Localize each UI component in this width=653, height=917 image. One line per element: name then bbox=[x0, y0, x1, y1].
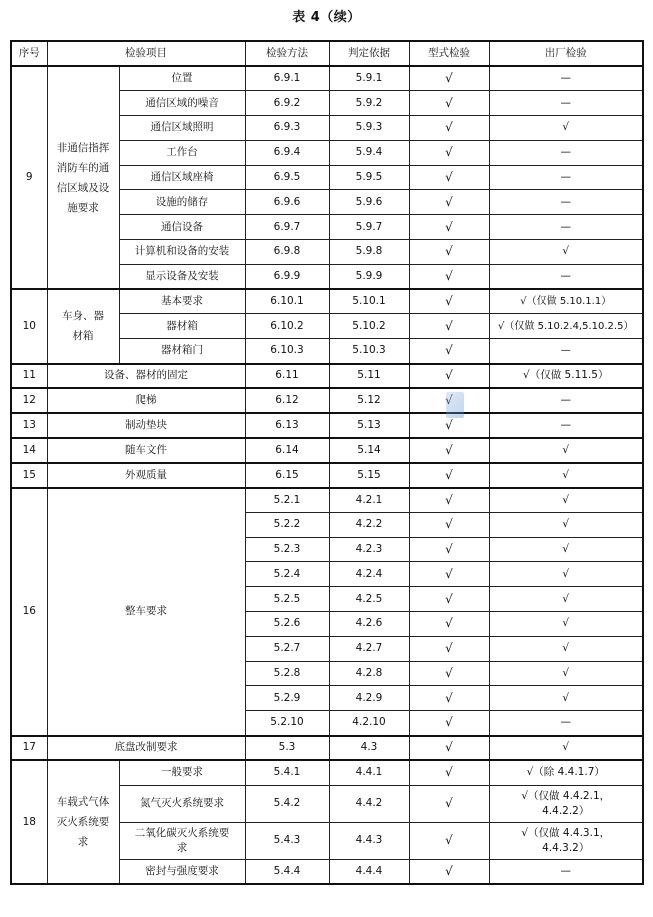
method-cell: 5.4.4 bbox=[245, 859, 329, 884]
type-test-cell: √ bbox=[409, 537, 489, 562]
method-cell: 6.9.5 bbox=[245, 165, 329, 190]
basis-cell: 4.2.6 bbox=[329, 612, 409, 637]
basis-cell: 5.13 bbox=[329, 413, 409, 438]
factory-test-cell: √（仅做 4.4.2.1，4.4.2.2） bbox=[489, 785, 643, 822]
sub-item-label: 通信区域的噪音 bbox=[119, 91, 245, 116]
type-test-cell: √ bbox=[409, 612, 489, 637]
row-number: 14 bbox=[11, 438, 47, 463]
basis-cell: 4.4.2 bbox=[329, 785, 409, 822]
method-cell: 5.2.6 bbox=[245, 612, 329, 637]
type-test-cell: √ bbox=[409, 822, 489, 859]
basis-cell: 5.11 bbox=[329, 364, 409, 389]
sub-item-label: 通信区域照明 bbox=[119, 116, 245, 141]
factory-test-cell: — bbox=[489, 264, 643, 289]
header-cell-type-test: 型式检验 bbox=[409, 41, 489, 66]
factory-test-cell: √ bbox=[489, 612, 643, 637]
type-test-cell: √ bbox=[409, 636, 489, 661]
method-cell: 5.2.2 bbox=[245, 512, 329, 537]
method-cell: 6.9.8 bbox=[245, 240, 329, 265]
factory-test-cell: — bbox=[489, 859, 643, 884]
factory-test-cell: √（仅做 5.11.5） bbox=[489, 364, 643, 389]
sub-item-label: 通信设备 bbox=[119, 215, 245, 240]
header-cell-item: 检验项目 bbox=[47, 41, 245, 66]
method-cell: 6.11 bbox=[245, 364, 329, 389]
factory-test-cell: — bbox=[489, 165, 643, 190]
type-test-cell: √ bbox=[409, 91, 489, 116]
basis-cell: 5.9.6 bbox=[329, 190, 409, 215]
type-test-cell: √ bbox=[409, 562, 489, 587]
row-number: 16 bbox=[11, 488, 47, 736]
table-row bbox=[11, 488, 643, 513]
row-number: 10 bbox=[11, 289, 47, 363]
watermark-logo bbox=[446, 392, 464, 418]
sub-item-label: 一般要求 bbox=[119, 760, 245, 785]
factory-test-cell: — bbox=[489, 388, 643, 413]
sub-item-label: 密封与强度要求 bbox=[119, 859, 245, 884]
basis-cell: 4.4.3 bbox=[329, 822, 409, 859]
factory-test-cell: √ bbox=[489, 636, 643, 661]
basis-cell: 4.2.1 bbox=[329, 488, 409, 513]
basis-cell: 4.4.1 bbox=[329, 760, 409, 785]
item-group-label: 车载式气体灭火系统要求 bbox=[47, 760, 119, 884]
method-cell: 5.2.1 bbox=[245, 488, 329, 513]
method-cell: 5.4.1 bbox=[245, 760, 329, 785]
method-cell: 6.14 bbox=[245, 438, 329, 463]
type-test-cell: √ bbox=[409, 711, 489, 736]
type-test-cell: √ bbox=[409, 736, 489, 761]
method-cell: 6.9.3 bbox=[245, 116, 329, 141]
method-cell: 6.12 bbox=[245, 388, 329, 413]
type-test-cell: √ bbox=[409, 314, 489, 339]
method-cell: 6.10.3 bbox=[245, 339, 329, 364]
sub-item-label: 器材箱门 bbox=[119, 339, 245, 364]
row-number: 9 bbox=[11, 66, 47, 289]
table-title: 表 4（续） bbox=[292, 10, 361, 25]
type-test-cell: √ bbox=[409, 140, 489, 165]
type-test-cell: √ bbox=[409, 463, 489, 488]
sub-item-label: 氮气灭火系统要求 bbox=[119, 785, 245, 822]
row-number: 17 bbox=[11, 736, 47, 761]
method-cell: 6.9.2 bbox=[245, 91, 329, 116]
factory-test-cell: — bbox=[489, 66, 643, 91]
factory-test-cell: — bbox=[489, 413, 643, 438]
row-number: 18 bbox=[11, 760, 47, 884]
type-test-cell: √ bbox=[409, 859, 489, 884]
inspection-table bbox=[10, 40, 644, 885]
method-cell: 5.2.7 bbox=[245, 636, 329, 661]
factory-test-cell: — bbox=[489, 140, 643, 165]
type-test-cell: √ bbox=[409, 264, 489, 289]
sub-item-label: 计算机和设备的安装 bbox=[119, 240, 245, 265]
basis-cell: 4.2.5 bbox=[329, 587, 409, 612]
table-row bbox=[11, 736, 643, 761]
row-number: 15 bbox=[11, 463, 47, 488]
basis-cell: 5.9.7 bbox=[329, 215, 409, 240]
type-test-cell: √ bbox=[409, 364, 489, 389]
factory-test-cell: √（仅做 4.4.3.1，4.4.3.2） bbox=[489, 822, 643, 859]
method-cell: 5.2.3 bbox=[245, 537, 329, 562]
header-row bbox=[11, 41, 643, 66]
method-cell: 6.9.1 bbox=[245, 66, 329, 91]
sub-item-label: 通信区域座椅 bbox=[119, 165, 245, 190]
header-cell-method: 检验方法 bbox=[245, 41, 329, 66]
type-test-cell: √ bbox=[409, 488, 489, 513]
type-test-cell: √ bbox=[409, 413, 489, 438]
sub-item-label: 设施的储存 bbox=[119, 190, 245, 215]
inspection-table-container bbox=[10, 40, 642, 885]
type-test-cell: √ bbox=[409, 512, 489, 537]
basis-cell: 4.3 bbox=[329, 736, 409, 761]
type-test-cell: √ bbox=[409, 190, 489, 215]
table-row bbox=[11, 289, 643, 314]
table-row bbox=[11, 463, 643, 488]
factory-test-cell: √ bbox=[489, 587, 643, 612]
factory-test-cell: √ bbox=[489, 661, 643, 686]
method-cell: 6.9.9 bbox=[245, 264, 329, 289]
sub-item-label: 显示设备及安装 bbox=[119, 264, 245, 289]
method-cell: 5.4.2 bbox=[245, 785, 329, 822]
factory-test-cell: √ bbox=[489, 116, 643, 141]
basis-cell: 5.9.5 bbox=[329, 165, 409, 190]
type-test-cell: √ bbox=[409, 165, 489, 190]
basis-cell: 5.9.8 bbox=[329, 240, 409, 265]
item-label: 外观质量 bbox=[47, 463, 245, 488]
table-row bbox=[11, 438, 643, 463]
item-group-label: 车身、器材箱 bbox=[47, 289, 119, 363]
row-number: 12 bbox=[11, 388, 47, 413]
sub-item-label: 器材箱 bbox=[119, 314, 245, 339]
factory-test-cell: — bbox=[489, 711, 643, 736]
item-label: 爬梯 bbox=[47, 388, 245, 413]
factory-test-cell: √ bbox=[489, 488, 643, 513]
method-cell: 6.9.7 bbox=[245, 215, 329, 240]
item-label: 制动垫块 bbox=[47, 413, 245, 438]
type-test-cell: √ bbox=[409, 760, 489, 785]
type-test-cell: √ bbox=[409, 438, 489, 463]
basis-cell: 5.9.1 bbox=[329, 66, 409, 91]
type-test-cell: √ bbox=[409, 661, 489, 686]
basis-cell: 5.10.3 bbox=[329, 339, 409, 364]
basis-cell: 5.14 bbox=[329, 438, 409, 463]
basis-cell: 4.2.10 bbox=[329, 711, 409, 736]
item-label: 整车要求 bbox=[47, 488, 245, 736]
factory-test-cell: √ bbox=[489, 512, 643, 537]
factory-test-cell: √ bbox=[489, 686, 643, 711]
item-label: 随车文件 bbox=[47, 438, 245, 463]
row-number: 11 bbox=[11, 364, 47, 389]
type-test-cell: √ bbox=[409, 240, 489, 265]
factory-test-cell: √ bbox=[489, 463, 643, 488]
method-cell: 6.9.6 bbox=[245, 190, 329, 215]
type-test-cell: √ bbox=[409, 587, 489, 612]
basis-cell: 5.12 bbox=[329, 388, 409, 413]
basis-cell: 5.10.2 bbox=[329, 314, 409, 339]
basis-cell: 4.2.3 bbox=[329, 537, 409, 562]
basis-cell: 5.15 bbox=[329, 463, 409, 488]
type-test-cell: √ bbox=[409, 215, 489, 240]
basis-cell: 4.2.7 bbox=[329, 636, 409, 661]
item-label: 设备、器材的固定 bbox=[47, 364, 245, 389]
method-cell: 5.2.8 bbox=[245, 661, 329, 686]
table-row bbox=[11, 66, 643, 91]
type-test-cell: √ bbox=[409, 116, 489, 141]
basis-cell: 4.4.4 bbox=[329, 859, 409, 884]
factory-test-cell: √ bbox=[489, 438, 643, 463]
type-test-cell: √ bbox=[409, 388, 489, 413]
method-cell: 6.10.1 bbox=[245, 289, 329, 314]
sub-item-label: 基本要求 bbox=[119, 289, 245, 314]
type-test-cell: √ bbox=[409, 339, 489, 364]
factory-test-cell: — bbox=[489, 91, 643, 116]
sub-item-label: 工作台 bbox=[119, 140, 245, 165]
sub-item-label: 二氧化碳灭火系统要求 bbox=[119, 822, 245, 859]
sub-item-label: 位置 bbox=[119, 66, 245, 91]
method-cell: 5.2.4 bbox=[245, 562, 329, 587]
method-cell: 5.3 bbox=[245, 736, 329, 761]
method-cell: 6.9.4 bbox=[245, 140, 329, 165]
basis-cell: 4.2.4 bbox=[329, 562, 409, 587]
basis-cell: 5.9.2 bbox=[329, 91, 409, 116]
type-test-cell: √ bbox=[409, 289, 489, 314]
factory-test-cell: — bbox=[489, 190, 643, 215]
method-cell: 5.2.9 bbox=[245, 686, 329, 711]
item-group-label: 非通信指挥消防车的通信区域及设施要求 bbox=[47, 66, 119, 289]
type-test-cell: √ bbox=[409, 785, 489, 822]
factory-test-cell: √ bbox=[489, 537, 643, 562]
type-test-cell: √ bbox=[409, 66, 489, 91]
item-label: 底盘改制要求 bbox=[47, 736, 245, 761]
factory-test-cell: — bbox=[489, 215, 643, 240]
type-test-cell: √ bbox=[409, 686, 489, 711]
header-cell-factory-test: 出厂检验 bbox=[489, 41, 643, 66]
basis-cell: 5.9.4 bbox=[329, 140, 409, 165]
basis-cell: 4.2.2 bbox=[329, 512, 409, 537]
table-row bbox=[11, 388, 643, 413]
method-cell: 5.4.3 bbox=[245, 822, 329, 859]
method-cell: 5.2.5 bbox=[245, 587, 329, 612]
row-number: 13 bbox=[11, 413, 47, 438]
basis-cell: 5.9.9 bbox=[329, 264, 409, 289]
basis-cell: 4.2.9 bbox=[329, 686, 409, 711]
factory-test-cell: √（仅做 5.10.1.1） bbox=[489, 289, 643, 314]
header-cell-basis: 判定依据 bbox=[329, 41, 409, 66]
factory-test-cell: √ bbox=[489, 562, 643, 587]
method-cell: 6.10.2 bbox=[245, 314, 329, 339]
method-cell: 6.15 bbox=[245, 463, 329, 488]
basis-cell: 5.10.1 bbox=[329, 289, 409, 314]
method-cell: 5.2.10 bbox=[245, 711, 329, 736]
factory-test-cell: √（仅做 5.10.2.4,5.10.2.5） bbox=[489, 314, 643, 339]
factory-test-cell: √ bbox=[489, 240, 643, 265]
table-row bbox=[11, 760, 643, 785]
factory-test-cell: — bbox=[489, 339, 643, 364]
factory-test-cell: √（除 4.4.1.7） bbox=[489, 760, 643, 785]
basis-cell: 4.2.8 bbox=[329, 661, 409, 686]
factory-test-cell: √ bbox=[489, 736, 643, 761]
table-row bbox=[11, 364, 643, 389]
method-cell: 6.13 bbox=[245, 413, 329, 438]
table-row bbox=[11, 413, 643, 438]
header-cell-no: 序号 bbox=[11, 41, 47, 66]
basis-cell: 5.9.3 bbox=[329, 116, 409, 141]
